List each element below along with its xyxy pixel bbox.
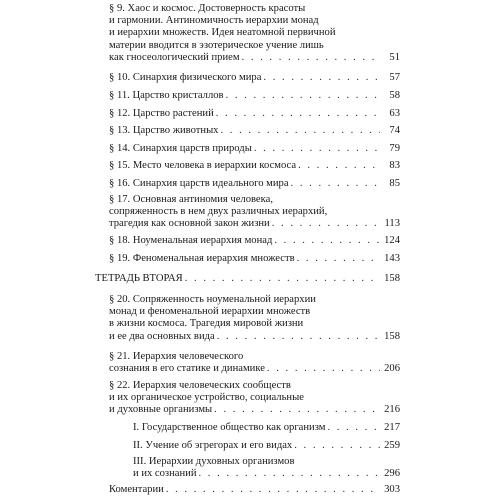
toc-entry-20[interactable] [109,294,400,343]
leader-dots [185,273,380,285]
toc-entry-text: § 14. Синархия царств природы [109,143,252,154]
toc-entry-13[interactable] [109,125,400,137]
toc-entry-10[interactable] [109,72,400,84]
page-number: 51 [389,51,400,63]
toc-entry-text: в жизни космоса. Трагедия мировой жизни [109,318,304,330]
toc-entry-9[interactable] [109,3,400,64]
toc-entry-11[interactable] [109,90,400,102]
toc-entry-text: и иерархии множеств. Идея неатомной первичной [109,27,336,39]
toc-entry-text: II. Учение об эгрегорах и его видах [133,440,293,451]
toc-entry-text: § 10. Синархия физического мира [109,72,262,83]
page-number: 79 [389,143,400,154]
leader-dots [298,160,380,172]
toc-entry-text: материи вводится в эзотерическое учение лишь [109,39,324,51]
toc-entry-text: § 19. Феноменальная иерархия множеств [109,253,295,264]
toc-entry-text: трагедия как основной закон жизни [109,218,270,230]
page-number: 158 [384,330,400,342]
leader-dots [214,404,380,416]
leader-dots [220,125,380,137]
page-number: 217 [384,422,400,433]
toc-entry-text: § 13. Царство животных [109,125,219,136]
toc-part-heading[interactable] [95,273,400,285]
toc-entry-text: § 11. Царство кристаллов [109,90,224,101]
leader-dots [216,108,380,120]
toc-entry-text: Коментарии [109,484,164,495]
page-number: 216 [384,404,400,416]
toc-entry-text: и ее два основных вида [109,330,215,342]
toc-entry-text: § 15. Место человека в иерархии космоса [109,160,297,171]
toc-entry-12[interactable] [109,108,400,120]
page-number: 124 [384,235,400,246]
leader-dots [272,218,380,230]
leader-dots [297,253,380,265]
toc-entry-15[interactable] [109,160,400,172]
page-number: 85 [389,178,400,189]
toc-entry-22[interactable] [109,380,400,417]
toc-entry-16[interactable] [109,178,400,190]
leader-dots [274,235,380,247]
page-number: 113 [384,218,400,230]
toc-entry-text: как гносеологический прием [109,51,240,63]
toc-entry-17[interactable] [109,194,400,231]
page-number: 83 [389,160,400,171]
page-number: 74 [389,125,400,136]
leader-dots [291,178,380,190]
page-number: 206 [384,363,400,375]
toc-entry-19[interactable] [109,253,400,265]
leader-dots [217,331,380,343]
toc-comments[interactable] [109,484,400,496]
page-number: 57 [389,72,400,83]
page-number: 63 [389,108,400,119]
toc-entry-text: § 22. Иерархия человеческих сообществ [109,380,291,391]
leader-dots [242,52,380,64]
leader-dots [267,363,380,375]
toc-entry-14[interactable] [109,143,400,155]
toc-entry-text: и их сознаний [133,468,197,480]
toc-entry-text: и их органическое устройство, социальные [109,392,304,404]
page-number: 58 [389,90,400,101]
page-number: 303 [384,484,400,495]
toc-entry-text: § 20. Сопряженность ноуменальной иерархии [109,294,316,305]
leader-dots [199,468,381,480]
leader-dots [263,72,380,84]
toc-part-title: ТЕТРАДЬ ВТОРАЯ [95,273,183,284]
toc-entry-18[interactable] [109,235,400,247]
toc-entry-text: § 18. Ноуменальная иерархия монад [109,235,273,246]
page-number: 259 [384,440,400,451]
toc-entry-text: и гармонии. Антиномичность иерархии монад [109,15,319,27]
leader-dots [226,90,380,102]
toc-entry-text: сопряженность в нем двух различных иерархий, [109,206,328,218]
toc-entry-text: § 16. Синархия царств идеального мира [109,178,289,189]
page-number: 143 [384,253,400,264]
toc-entry-text: § 17. Основная антиномия человека, [109,194,273,205]
toc-entry-text: и духовные организмы [109,404,213,416]
toc-subentry-2[interactable] [133,440,400,452]
page-number: 158 [384,273,400,284]
toc-entry-text: III. Иерархии духовных организмов [133,456,295,467]
leader-dots [327,422,380,434]
toc-entry-text: § 9. Хаос и космос. Достоверность красоты [109,3,306,14]
toc-entry-21[interactable] [109,351,400,375]
toc-entry-text: I. Государственное общество как организм [133,422,326,433]
toc-entry-text: § 12. Царство растений [109,108,214,119]
toc-entry-text: сознания в его статике и динамике [109,363,265,375]
toc-subentry-3[interactable] [133,456,400,480]
leader-dots [166,484,380,496]
toc-entry-text: монад и феноменальной иерархии множеств [109,306,311,318]
leader-dots [254,143,380,155]
page-number: 296 [384,468,400,480]
toc-entry-text: § 21. Иерархия человеческого [109,351,244,362]
leader-dots [294,440,380,452]
toc-subentry-1[interactable] [133,422,400,434]
